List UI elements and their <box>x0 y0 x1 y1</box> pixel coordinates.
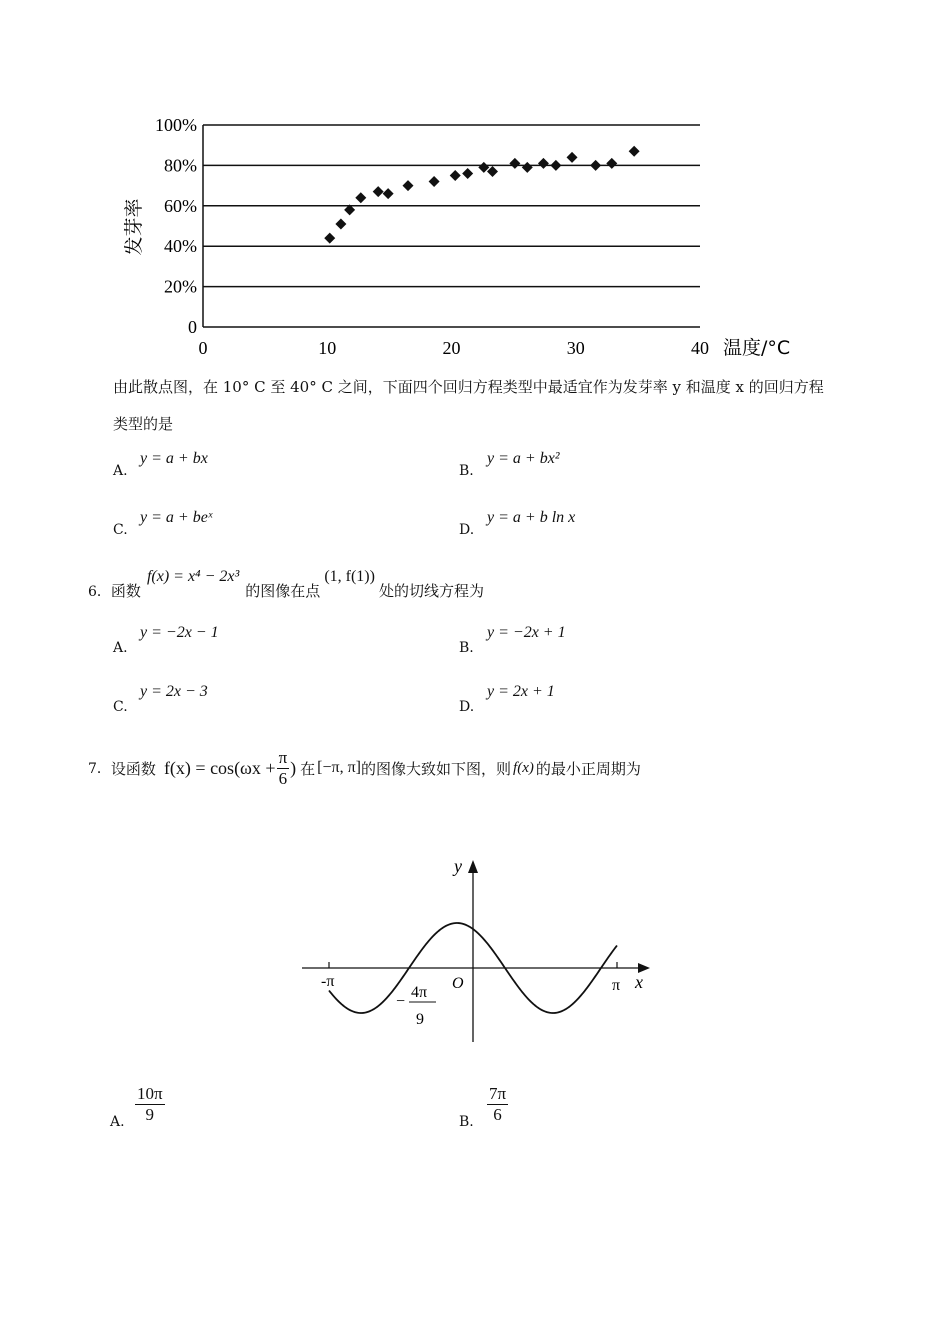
q6-option-b-expr: y = −2x + 1 <box>487 624 566 641</box>
y-tick-label: 60% <box>164 195 197 216</box>
q5-option-b-label: B. <box>459 463 474 479</box>
q7-option-b-label: B. <box>459 1114 474 1130</box>
q5-option-c-expr: y = a + beˣ <box>140 509 213 526</box>
x-tick-label: 10 <box>318 338 337 358</box>
q7-fx: f(x) <box>513 759 534 776</box>
y-tick-label: 80% <box>164 155 197 176</box>
q6-stem <box>88 568 484 601</box>
q7-option-b-den: 6 <box>493 1104 502 1124</box>
q6-stem-c: 处的切线方程为 <box>378 582 484 600</box>
q5-option-b-expr: y = a + bx² <box>487 450 560 467</box>
mark-denominator: 9 <box>416 1011 424 1028</box>
q6-option-c-label: C. <box>113 699 128 715</box>
q6-point: (1, f(1)) <box>324 568 375 585</box>
x-axis-label: x <box>635 972 643 992</box>
neg-pi-label: -π <box>321 973 335 990</box>
q7-option-a-fraction <box>135 1084 165 1124</box>
q5-option-a-expr: y = a + bx <box>140 450 208 467</box>
pi-label: π <box>612 977 621 994</box>
q6-option-a-label: A. <box>113 640 128 656</box>
y-tick-label: 40% <box>164 236 197 257</box>
q5-stem-line1: 由此散点图，在 10° C 至 40° C 之间，下面四个回归方程类型中最适宜作为发芽率 y 和温度 x 的回归方程 <box>113 378 824 396</box>
q7-stem <box>88 748 641 788</box>
q7-stem-a: 设函数 <box>110 759 156 778</box>
x-tick-label: 30 <box>566 338 585 358</box>
q6-option-a-expr: y = −2x − 1 <box>140 624 219 641</box>
q7-option-a-den: 9 <box>145 1104 155 1124</box>
q5-option-d-label: D. <box>459 522 475 538</box>
q7-stem-b: 在 <box>300 759 316 778</box>
q7-option-a-num: 10π <box>137 1084 163 1103</box>
q7-interval: [−π, π] <box>317 759 362 777</box>
q7-function-prefix: f(x) = cos(ωx + <box>163 757 276 778</box>
q6-function: f(x) = x⁴ − 2x³ <box>146 568 240 585</box>
q7-cosine-graph <box>290 850 660 1050</box>
mark-sign: − <box>396 993 406 1010</box>
q6-option-d-expr: y = 2x + 1 <box>487 683 555 700</box>
germination-scatter-chart <box>110 105 810 370</box>
origin-label: O <box>452 975 464 992</box>
q7-option-a-label: A. <box>110 1114 125 1130</box>
q7-number: 7． <box>88 761 111 778</box>
q6-option-c-expr: y = 2x − 3 <box>140 683 208 700</box>
q7-stem-c: 的图像大致如下图，则 <box>361 759 512 778</box>
q7-option-b-fraction <box>487 1084 508 1124</box>
y-tick-label: 0 <box>188 317 197 337</box>
x-tick-label: 20 <box>442 338 461 358</box>
x-tick-label: 40 <box>691 338 709 358</box>
q5-option-c-label: C. <box>113 522 128 538</box>
y-tick-label: 20% <box>164 276 197 297</box>
q5-option-d-expr: y = a + b ln x <box>487 509 576 526</box>
q6-option-d-label: D. <box>459 699 475 715</box>
q6-option-b-label: B. <box>459 640 474 656</box>
q6-number: 6． <box>88 584 111 600</box>
y-axis-label: 发芽率 <box>123 198 145 256</box>
y-axis-label: y <box>454 856 462 876</box>
x-tick-label: 0 <box>198 338 208 358</box>
q6-stem-b: 的图像在点 <box>245 582 321 600</box>
q6-stem-a: 函数 <box>110 582 141 600</box>
chart-background <box>110 105 810 370</box>
mark-numerator: 4π <box>411 984 428 1001</box>
q7-function-suffix: ) <box>290 757 297 778</box>
y-tick-label: 100% <box>155 115 197 135</box>
q7-option-b-num: 7π <box>489 1084 507 1103</box>
q5-stem-line2: 类型的是 <box>113 415 174 433</box>
q7-stem-d: 的最小正周期为 <box>535 759 641 778</box>
q5-option-a-label: A. <box>113 463 128 479</box>
x-axis-label: 温度/°C <box>723 337 791 359</box>
y-axis-arrow-icon <box>468 860 478 873</box>
q7-fraction-num: π <box>278 748 288 767</box>
q7-function-fraction <box>277 748 290 788</box>
q7-fraction-den: 6 <box>278 768 288 788</box>
